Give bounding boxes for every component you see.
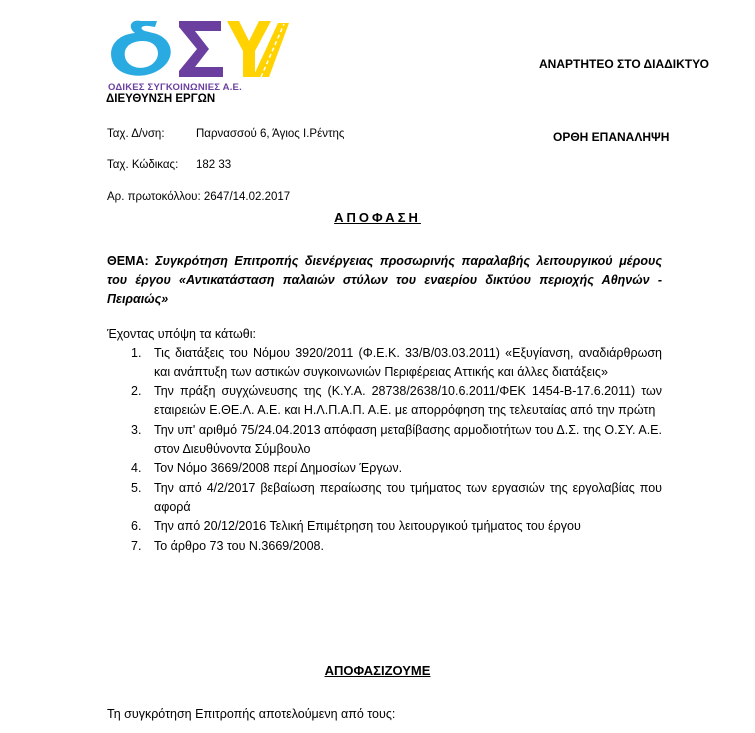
- postcode-value: 182 33: [196, 159, 232, 171]
- item-text: Τον Νόμο 3669/2008 περί Δημοσίων Έργων.: [154, 461, 403, 475]
- item-number: 4.: [131, 461, 142, 475]
- decision-heading: ΑΠΟΦΑΣΙΖΟΥΜΕ: [324, 663, 431, 678]
- subject-text: Συγκρότηση Επιτροπής διενέργειας προσωρινής παραλαβής λειτουργικού μέρους του έργου «Αντικατάσταση παλαιών στύλων του εναερίου δικτύου περιοχής Αθηνών - Πειραιώς»: [107, 254, 662, 306]
- subject-paragraph: [107, 252, 662, 309]
- logo-delta-shape: [111, 21, 171, 76]
- logo-subtitle: ΟΔΙΚΕΣ ΣΥΓΚΟΙΝΩΝΙΕΣ Α.Ε.: [108, 82, 242, 93]
- item-number: 5.: [131, 480, 142, 495]
- item-number: 3.: [131, 422, 142, 437]
- department-name: ΔΙΕΥΘΥΝΣΗ ΕΡΓΩΝ: [106, 93, 216, 105]
- list-item: [107, 517, 662, 536]
- postcode-label: Ταχ. Κώδικας:: [107, 159, 179, 171]
- considerations-list: [107, 343, 662, 556]
- list-item: [107, 479, 662, 517]
- address-label: Ταχ. Δ/νση:: [107, 128, 165, 140]
- correct-repetition-label: ΟΡΘΗ ΕΠΑΝΑΛΗΨΗ: [553, 130, 670, 144]
- item-text: Την από 4/2/2017 βεβαίωση περαίωσης του τμήματος των εργασιών της εργολαβίας που αφορά: [154, 480, 662, 514]
- list-item: [107, 537, 662, 556]
- subject-label: ΘΕΜΑ:: [107, 254, 149, 268]
- item-text: Την υπ' αριθμό 75/24.04.2013 απόφαση μεταβίβασης αρμοδιοτήτων του Δ.Σ. της Ο.ΣΥ. Α.Ε. στον Διευθύνοντα Σύμβουλο: [154, 422, 662, 456]
- posted-online-label: ΑΝΑΡΤΗΤΕΟ ΣΤΟ ΔΙΑΔΙΚΤΥΟ: [539, 57, 709, 71]
- item-text: Τις διατάξεις του Νόμου 3920/2011 (Φ.Ε.Κ. 33/Β/03.03.2011) «Εξυγίανση, αναδιάρθρωση και ανάπτυξη των αστικών συγκοινωνιών Περιφέρειας Αττικής και άλλες διατάξεις»: [154, 345, 662, 379]
- logo-sigma-shape: [179, 21, 223, 77]
- list-item: [107, 459, 662, 478]
- item-text: Την από 20/12/2016 Τελική Επιμέτρηση του λειτουργικού τμήματος του έργου: [154, 519, 581, 533]
- list-item: [107, 344, 662, 382]
- item-number: 6.: [131, 519, 142, 533]
- address-value: Παρνασσού 6, Άγιος Ι.Ρέντης: [196, 128, 345, 140]
- item-text: Το άρθρο 73 του Ν.3669/2008.: [154, 538, 324, 553]
- item-number: 7.: [131, 538, 142, 553]
- item-number: 2.: [131, 384, 142, 398]
- list-item: [107, 421, 662, 459]
- closing-text: Τη συγκρότηση Επιτροπής αποτελούμενη από τους:: [107, 707, 396, 721]
- document-title: ΑΠΟΦΑΣΗ: [334, 210, 421, 225]
- intro-text: Έχοντας υπόψη τα κάτωθι:: [107, 327, 256, 341]
- list-item: [107, 382, 662, 420]
- item-number: 1.: [131, 345, 142, 360]
- protocol-number: Αρ. πρωτοκόλλου: 2647/14.02.2017: [107, 191, 291, 203]
- item-text: Την πράξη συγχώνευσης της (Κ.Υ.Α. 28738/2638/10.6.2011/ΦΕΚ 1454-Β-17.6.2011) των εταιρειών Ε.ΘΕ.Λ. Α.Ε. και Η.Λ.Π.Α.Π. Α.Ε. με απορρόφηση της τελευταίας από την πρώτη: [154, 384, 662, 417]
